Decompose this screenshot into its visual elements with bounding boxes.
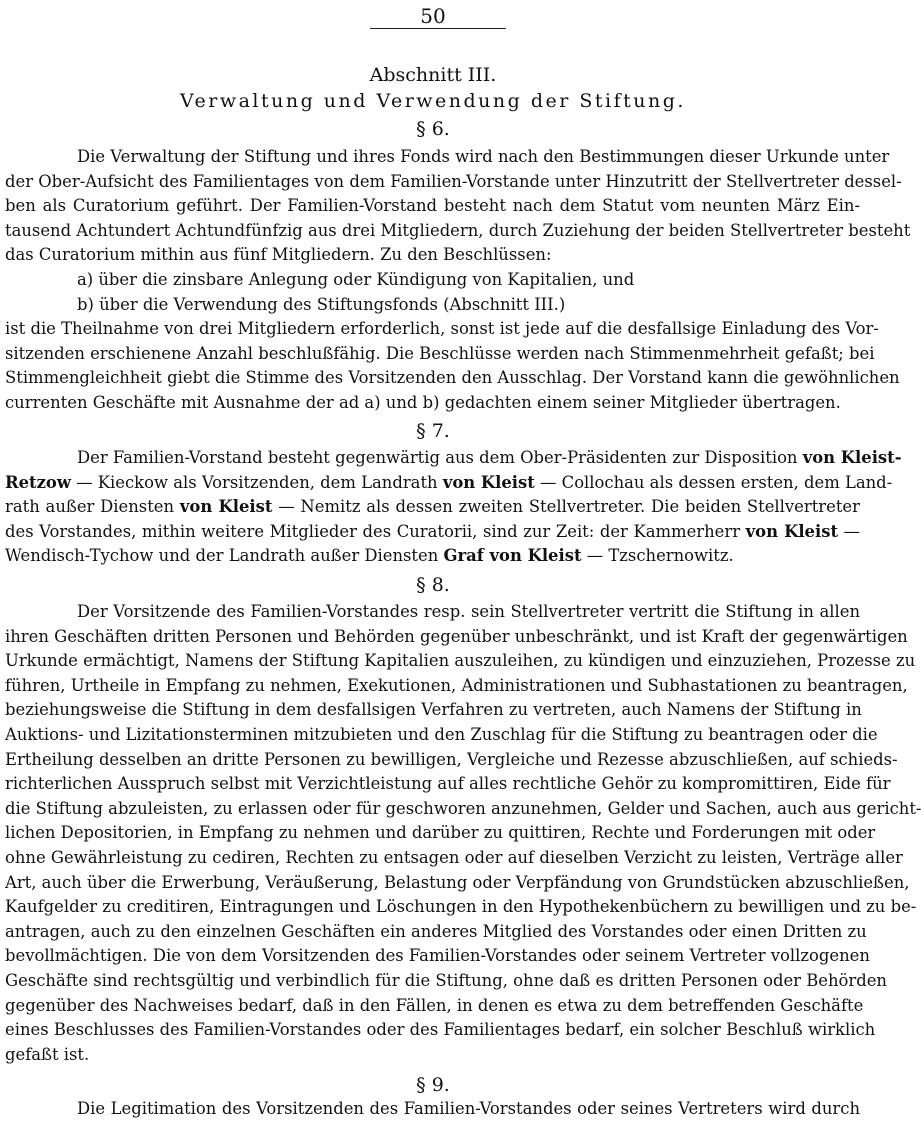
text-line: tausend Achtundert Achtundfünfzig aus drei Mitgliedern, durch Zuziehung der beiden Stellvertreter besteht <box>5 220 911 240</box>
text-run: — <box>843 521 860 541</box>
text-line <box>5 520 860 545</box>
page-number-rule <box>370 28 506 29</box>
text-line: der Ober-Aufsicht des Familientages von dem Familien-Vorstande unter Hinzutritt der Stellvertreter dessel- <box>5 171 902 191</box>
text-line: lichen Depositorien, in Empfang zu nehmen und darüber zu quittiren, Rechte und Forderungen mit oder <box>5 823 876 843</box>
text-line: Kaufgelder zu creditiren, Eintragungen und Löschungen in den Hypothekenbüchern zu bewilligen und zu be- <box>5 897 917 917</box>
paragraph-7-body <box>5 446 902 569</box>
list-item: b) über die Verwendung des Stiftungsfonds (Abschnitt III.) <box>77 294 566 314</box>
text-run: — Tzschernowitz. <box>586 546 734 566</box>
text-line: beziehungsweise die Stiftung in dem desfallsigen Verfahren zu vertreten, auch Namens der Stiftung in <box>5 700 862 720</box>
paragraph-7-heading: § 7. <box>416 420 450 442</box>
paragraph-8-body <box>5 600 921 1067</box>
section-heading: Abschnitt III. <box>369 64 497 86</box>
list-item: a) über die zinsbare Anlegung oder Kündigung von Kapitalien, und <box>77 269 635 289</box>
text-line: Art, auch über die Erwerbung, Veräußerung, Belastung oder Verpfändung von Grundstücken abzuschließen, <box>5 872 910 892</box>
page-number: 50 <box>420 4 446 28</box>
text-line: sitzenden erschienene Anzahl beschlußfähig. Die Beschlüsse werden nach Stimmenmehrheit gefaßt; bei <box>5 343 875 363</box>
page-number-wrap <box>0 4 866 28</box>
text-line: Der Vorsitzende des Familien-Vorstandes resp. sein Stellvertreter vertritt die Stiftung in allen <box>77 602 860 621</box>
text-line: die Stiftung abzuleisten, zu erlassen oder für geschworen anzunehmen, Gelder und Sachen, auch aus gericht- <box>5 798 921 818</box>
name-highlight: von Kleist <box>442 472 535 492</box>
text-line: gegenüber des Nachweises bedarf, daß in den Fällen, in denen es etwa zu dem betreffenden Geschäfte <box>5 995 864 1015</box>
name-highlight: von Kleist <box>745 521 839 541</box>
text-line: Geschäfte sind rechtsgültig und verbindlich für die Stiftung, ohne daß es dritten Personen oder Behörden <box>5 970 887 990</box>
text-line <box>5 471 893 496</box>
text-line: ihren Geschäften dritten Personen und Behörden gegenüber unbeschränkt, und ist Kraft der gegenwärtigen <box>5 626 908 646</box>
text-line <box>5 495 860 520</box>
text-run: Der Familien-Vorstand besteht gegenwärtig aus dem Ober-Präsidenten zur Disposition <box>77 448 798 467</box>
text-line: ben als Curatorium geführt. Der Familien-Vorstand besteht nach dem Statut vom neunten März Ein- <box>5 196 860 216</box>
text-run: — Nemitz als dessen zweiten Stellvertreter. Die beiden Stellvertreter <box>278 497 860 517</box>
text-line: bevollmächtigen. Die von dem Vorsitzenden des Familien-Vorstandes oder seinem Vertreter vollzogenen <box>5 946 870 966</box>
name-highlight: Retzow <box>5 472 71 492</box>
text-line: ist die Theilnahme von drei Mitgliedern erforderlich, sonst ist jede auf die desfallsige Einladung des Vor- <box>5 319 879 339</box>
text-run: — Collochau als dessen ersten, dem Land- <box>540 472 893 492</box>
text-line: Ertheilung desselben an dritte Personen zu bewilligen, Vergleiche und Rezesse abzuschließen, auf schieds- <box>5 749 898 769</box>
text-line: Die Verwaltung der Stiftung und ihres Fonds wird nach den Bestimmungen dieser Urkunde unter <box>77 147 890 166</box>
text-line <box>5 544 860 569</box>
text-line: Auktions- und Lizitationsterminen mitzubieten und den Zuschlag für die Stiftung zu beantragen oder die <box>5 724 878 744</box>
paragraph-8-heading: § 8. <box>416 574 450 596</box>
text-line: ohne Gewährleistung zu cediren, Rechten zu entsagen oder auf dieselben Verzicht zu leisten, Verträge aller <box>5 847 903 867</box>
text-line: currenten Geschäfte mit Ausnahme der ad a) und b) gedachten einem seiner Mitglieder übertragen. <box>5 392 841 412</box>
text-line: eines Beschlusses des Familien-Vorstandes oder des Familientages bedarf, ein solcher Beschluß wirklich <box>5 1020 876 1040</box>
text-run: Wendisch-Tychow und der Landrath außer Diensten <box>5 546 439 566</box>
text-line: Urkunde ermächtigt, Namens der Stiftung Kapitalien auszuleihen, zu kündigen und einzuziehen, Prozesse zu <box>5 651 916 671</box>
text-line: richterlichen Ausspruch selbst mit Verzichtleistung auf alles rechtliche Gehör zu kompromittiren, Eide für <box>5 774 891 794</box>
name-highlight: von Kleist <box>179 497 273 517</box>
name-highlight: Graf von Kleist <box>443 546 582 566</box>
text-line: führen, Urtheile in Empfang zu nehmen, Exekutionen, Administrationen und Subhastationen zu beantragen, <box>5 675 908 695</box>
text-run: rath außer Diensten <box>5 497 175 517</box>
text-line <box>5 446 902 471</box>
text-run: des Vorstandes, mithin weitere Mitglieder des Curatorii, sind zur Zeit: der Kammerherr <box>5 521 741 541</box>
text-line: das Curatorium mithin aus fünf Mitgliedern. Zu den Beschlüssen: <box>5 245 552 265</box>
section-title: Verwaltung und Verwendung der Stiftung. <box>180 90 686 112</box>
text-line: gefaßt ist. <box>5 1044 90 1064</box>
paragraph-6-heading: § 6. <box>416 118 450 140</box>
paragraph-6-body <box>5 145 911 416</box>
paragraph-9-heading: § 9. <box>416 1074 450 1096</box>
text-run: — Kieckow als Vorsitzenden, dem Landrath <box>76 472 438 492</box>
paragraph-9-body <box>5 1097 860 1122</box>
name-highlight: von Kleist- <box>802 448 902 467</box>
text-line: antragen, auch zu den einzelnen Geschäften ein anderes Mitglied des Vorstandes oder einen Dritten zu <box>5 921 867 941</box>
text-line: Die Legitimation des Vorsitzenden des Familien-Vorstandes oder seines Vertreters wird durch <box>77 1099 860 1118</box>
text-line: Stimmengleichheit giebt die Stimme des Vorsitzenden den Ausschlag. Der Vorstand kann die gewöhnlichen <box>5 368 900 388</box>
